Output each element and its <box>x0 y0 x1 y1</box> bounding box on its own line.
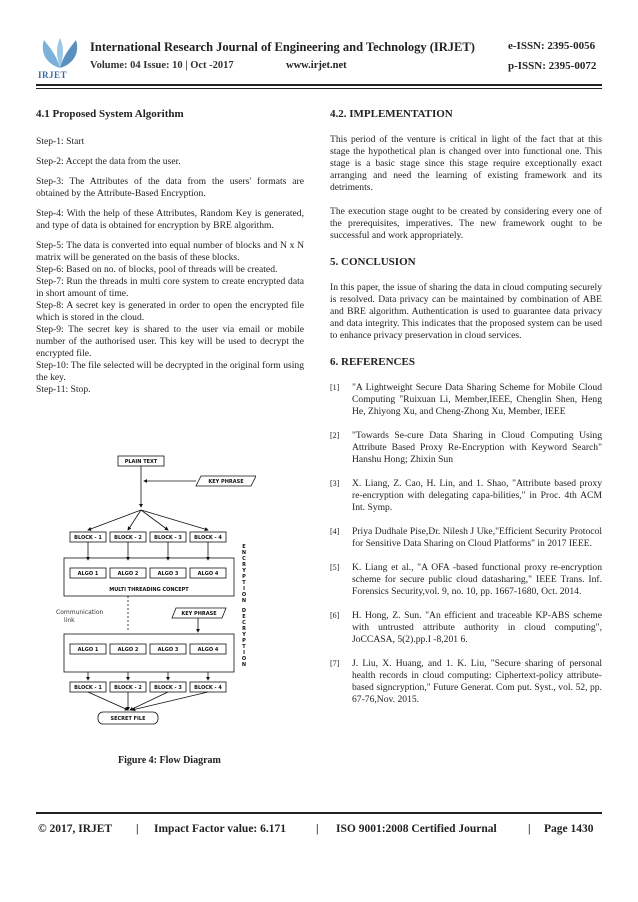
logo-leaf-icon <box>36 36 84 70</box>
e-issn: e-ISSN: 2395-0056 <box>508 40 596 52</box>
key-phrase-2-node: KEY PHRASE <box>181 611 217 617</box>
step-7: Step-7: Run the threads in multi core system to create encrypted data in short amount of time. <box>36 276 304 299</box>
reference-text: H. Hong, Z. Sun. "An efficient and traceable KP-ABS scheme with untrusted attribute authority in cloud computing", JoCCASA, 5(2).pp.I -8,201 6. <box>352 610 602 645</box>
encryption-letter: E <box>242 544 246 550</box>
step-1: Step-1: Start <box>36 136 85 147</box>
references-heading: 6. REFERENCES <box>330 356 415 368</box>
left-column <box>36 108 304 396</box>
decryption-letter: O <box>241 656 247 662</box>
algo-4-bottom: ALGO 4 <box>197 647 219 653</box>
reference-number: [6] <box>330 611 340 620</box>
block-4-bottom: BLOCK - 4 <box>194 685 222 691</box>
reference-item <box>330 562 602 598</box>
step-11: Step-11: Stop. <box>36 384 91 395</box>
step-4: Step-4: With the help of these Attributes, Random Key is generated, and type of data is obtained for encryption by BRE algorithm. <box>36 208 304 231</box>
step-2: Step-2: Accept the data from the user. <box>36 156 181 167</box>
reference-item <box>330 430 602 466</box>
block-2-bottom: BLOCK - 2 <box>114 685 142 691</box>
footer-rule <box>36 812 602 814</box>
reference-number: [2] <box>330 431 340 440</box>
step-6: Step-6: Based on no. of blocks, pool of threads will be created. <box>36 264 278 275</box>
reference-text: "A Lightweight Secure Data Sharing Scheme for Mobile Cloud Computing "Ruixuan Li, Member,IEEE, Chenglin Shen, Heng He, Zhiyong Xu, and Cheng-Zhong Xu, Member, IEEE <box>352 382 602 417</box>
block-4-top: BLOCK - 4 <box>194 535 222 541</box>
reference-item <box>330 658 602 706</box>
algo-2-bottom: ALGO 2 <box>117 647 139 653</box>
key-phrase-node: KEY PHRASE <box>208 479 244 485</box>
decryption-letter: Y <box>242 632 246 638</box>
reference-text: K. Liang et al., "A OFA -based functional proxy re-encryption scheme for secure public cloud datasharing," IEEE Trans. Inf. Forensics Security,vol. 9, no. 10, pp. 1667-1680, Oct. 2014. <box>352 562 602 597</box>
step-5: Step-5: The data is converted into equal number of blocks and N x N matrix will be generated on the basis of these blocks. <box>36 240 304 263</box>
encryption-letter: O <box>241 592 247 598</box>
header-rule-thin <box>36 88 602 89</box>
conclusion-heading: 5. CONCLUSION <box>330 256 416 268</box>
encryption-letter: Y <box>242 568 246 574</box>
encryption-letter: I <box>243 586 245 592</box>
reference-number: [4] <box>330 527 340 536</box>
decryption-letter: E <box>242 614 246 620</box>
algo-3-bottom: ALGO 3 <box>157 647 179 653</box>
logo-text: IRJET <box>38 70 68 80</box>
footer-separator: | <box>316 823 319 835</box>
decryption-letter: I <box>243 650 245 656</box>
decryption-letter: N <box>241 662 247 668</box>
multithreading-label: MULTI THREADING CONCEPT <box>109 587 189 593</box>
encryption-letter: T <box>242 580 246 586</box>
implementation-paragraph-1: This period of the venture is critical in light of the fact that at this stage the hypothetical plan is changed over into functional one. This stage is a basic stage since this stage require exceptionally exact arranging and need the learning of existing framework and its detriments. <box>330 134 602 193</box>
algo-3-top: ALGO 3 <box>157 571 179 577</box>
block-3-top: BLOCK - 3 <box>154 535 182 541</box>
reference-text: Priya Dudhale Pise,Dr. Nilesh J Uke,"Efficient Security Protocol for Sensitive Data Sharing on Cloud Platforms" in 2017 IEEE. <box>352 526 602 549</box>
algorithm-heading: 4.1 Proposed System Algorithm <box>36 108 184 120</box>
footer-iso: ISO 9001:2008 Certified Journal <box>336 823 497 835</box>
footer <box>36 823 602 839</box>
reference-text: "Towards Se-cure Data Sharing in Cloud Computing Using Attribute Based Proxy Re-Encryption with Keyword Search" Hanshu Hong; Zhixin Sun <box>352 430 602 465</box>
flow-diagram <box>56 452 256 737</box>
step-8: Step-8: A secret key is generated in order to open the encrypted file which is stored in the cloud. <box>36 300 304 323</box>
reference-item <box>330 382 602 418</box>
reference-text: J. Liu, X. Huang, and 1. K. Liu, "Secure sharing of personal health records in cloud computing: Ciphertext-policy attribute-based signcryption," Future Generat. Com put. Syst., vol. 52, pp. 67-76,Nov. 2015. <box>352 658 602 705</box>
block-1-top: BLOCK - 1 <box>74 535 102 541</box>
footer-page-number: Page 1430 <box>544 823 594 835</box>
step-10: Step-10: The file selected will be decrypted in the original form using the key. <box>36 360 304 383</box>
decryption-letter: P <box>242 638 246 644</box>
encryption-letter: R <box>242 562 246 568</box>
reference-text: X. Liang, Z. Cao, H. Lin, and 1. Shao, "Attribute based proxy re-encryption with delegating capa-bilities," in Proc. 4th ACM Int. Symp. <box>352 478 602 513</box>
reference-number: [1] <box>330 383 340 392</box>
website-link[interactable]: www.irjet.net <box>286 60 347 71</box>
link-label: link <box>64 617 75 624</box>
algo-1-bottom: ALGO 1 <box>77 647 99 653</box>
encryption-letter: N <box>241 550 247 556</box>
reference-number: [7] <box>330 659 340 668</box>
implementation-heading: 4.2. IMPLEMENTATION <box>330 108 453 120</box>
decryption-letter: D <box>241 608 247 614</box>
volume-info: Volume: 04 Issue: 10 | Oct -2017 <box>90 60 234 71</box>
header-rule <box>36 84 602 86</box>
block-1-bottom: BLOCK - 1 <box>74 685 102 691</box>
reference-item <box>330 610 602 646</box>
footer-separator: | <box>136 823 139 835</box>
implementation-paragraph-2: The execution stage ought to be created by considering every one of the prerequisites, imperatives. The new framework ought to be successful and work appropriately. <box>330 206 602 241</box>
footer-impact-factor: Impact Factor value: 6.171 <box>154 823 287 835</box>
encryption-letter: C <box>242 556 246 562</box>
reference-item <box>330 478 602 514</box>
decryption-letter: C <box>242 620 246 626</box>
step-3: Step-3: The Attributes of the data from the users' formats are obtained by the Attribute-Based Encryption. <box>36 176 304 199</box>
step-9: Step-9: The secret key is shared to the user via email or mobile number of the authorised user. This key will be used to decrypt the encrypted file. <box>36 324 304 359</box>
journal-title: International Research Journal of Engineering and Technology (IRJET) <box>90 40 475 54</box>
footer-copyright: © 2017, IRJET <box>38 823 113 835</box>
communication-label: Communication <box>56 609 104 616</box>
conclusion-paragraph: In this paper, the issue of sharing the data in cloud computing securely is resolved. Data privacy can be maintained by combination of ABE and BRE algorithm. Authentication is used to guarantee data privacy and data integrity. This indicates that the proposed system can be used to enhance privacy preservation in cloud services. <box>330 282 602 341</box>
encryption-letter: P <box>242 574 246 580</box>
p-issn: p-ISSN: 2395-0072 <box>508 60 597 72</box>
reference-number: [3] <box>330 479 340 488</box>
decryption-letter: R <box>242 626 246 632</box>
block-2-top: BLOCK - 2 <box>114 535 142 541</box>
reference-item <box>330 526 602 550</box>
right-column <box>330 108 602 718</box>
plain-text-node: PLAIN TEXT <box>124 459 158 465</box>
block-3-bottom: BLOCK - 3 <box>154 685 182 691</box>
figure-caption: Figure 4: Flow Diagram <box>118 755 221 766</box>
decryption-letter: T <box>242 644 246 650</box>
reference-number: [5] <box>330 563 340 572</box>
algo-1-top: ALGO 1 <box>77 571 99 577</box>
journal-logo <box>36 36 84 70</box>
encryption-letter: N <box>241 598 247 604</box>
algo-4-top: ALGO 4 <box>197 571 219 577</box>
secret-file-node: SECRET FILE <box>110 716 146 722</box>
algo-2-top: ALGO 2 <box>117 571 139 577</box>
footer-separator: | <box>528 823 531 835</box>
